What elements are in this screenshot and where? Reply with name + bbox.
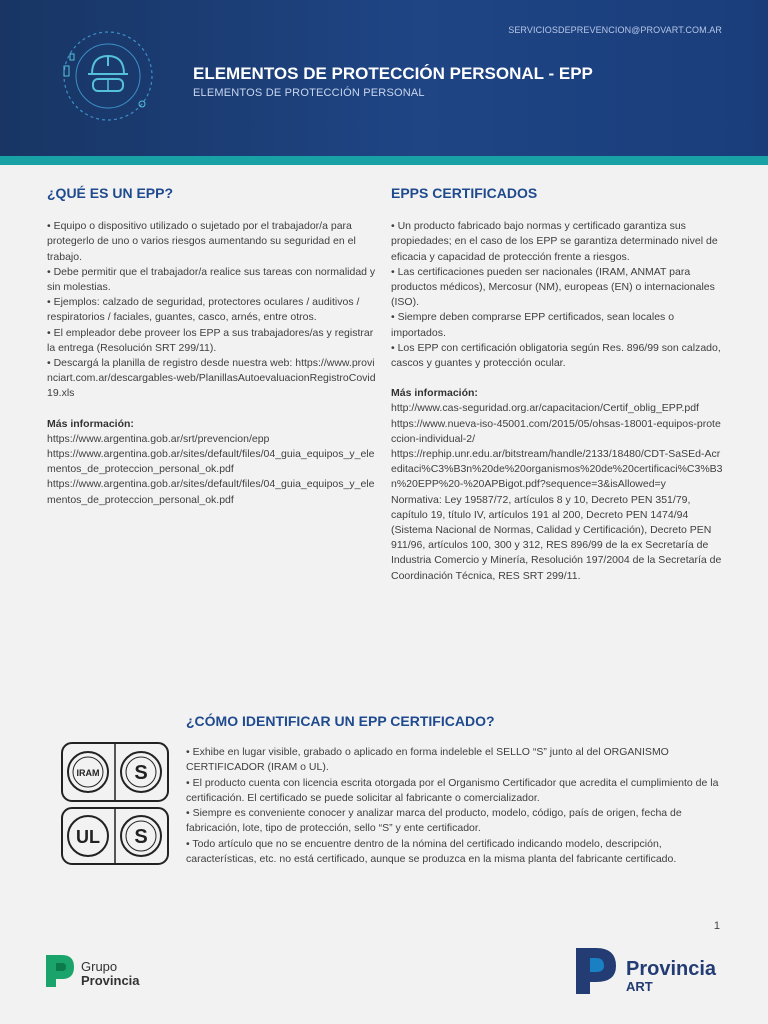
link-list: [391, 401, 726, 492]
ul-mark: UL: [76, 827, 100, 847]
info-link[interactable]: https://www.nueva-iso-45001.com/2015/05/ohsas-18001-equipos-proteccion-individual-2/: [391, 417, 721, 445]
grupo-provincia-wordmark: [81, 960, 140, 988]
more-info-label: Más información:: [47, 417, 134, 430]
header-accent-stripe: [0, 156, 768, 165]
page-header: [0, 0, 768, 156]
bullet-list: [391, 219, 726, 371]
info-link[interactable]: http://www.cas-seguridad.org.ar/capacitacion/Certif_oblig_EPP.pdf: [391, 402, 699, 415]
info-link[interactable]: https://rephip.unr.edu.ar/bitstream/handle/2133/18480/CDT-SaSEd-Acreditaci%C3%B3n%20de%20organismos%20de%20certificaci%C3%B3n%20EPP%20-%20APBigot.pdf?sequence=3&isAllowed=y: [391, 448, 723, 491]
info-link[interactable]: https://www.argentina.gob.ar/sites/default/files/04_guia_equipos_y_elementos_de_proteccion_personal_ok.pdf: [47, 478, 375, 506]
list-item: • Las certificaciones pueden ser nacionales (IRAM, ANMAT para productos médicos), Mercosur (NM), europeas (EN) o internacionales (ISO).: [391, 265, 715, 309]
page-subtitle: ELEMENTOS DE PROTECCIÓN PERSONAL: [193, 87, 425, 99]
contact-email[interactable]: SERVICIOSDEPREVENCION@PROVART.COM.AR: [508, 25, 722, 35]
list-item: • El empleador debe proveer los EPP a sus trabajadores/as y registrar la entrega (Resolución SRT 299/11).: [47, 326, 374, 354]
page-title: ELEMENTOS DE PROTECCIÓN PERSONAL - EPP: [193, 64, 593, 83]
normativa-text: Normativa: Ley 19587/72, artículos 8 y 10, Decreto PEN 351/79, capítulo 19, título IV, artículos 191 al 200, Decreto PEN 1474/94 (Sistema Nacional de Normas, Calidad y Certificación), Decreto PEN 911/96, artículos 100, 300 y 312, RES 896/99 de la ex Secretaría de Industria Comercio y Minería, Resolución 197/2004 de la Secretaría de Coordinación Técnica, RES SRT 299/11.: [391, 493, 722, 582]
certified-epp-section: [391, 186, 726, 584]
epp-logo-icon: [58, 26, 158, 126]
provincia-label: Provincia: [81, 973, 140, 988]
list-item: • Siempre deben comprarse EPP certificados, sean locales o importados.: [391, 311, 675, 339]
provincia-art-logo-icon: [574, 946, 634, 996]
iram-mark: IRAM: [76, 768, 100, 778]
more-info-label: Más información:: [391, 387, 478, 400]
list-item: • Todo artículo que no se encuentre dentro de la nómina del certificado indicando modelo, descripción, características, etc. no está certificado, aunque se produzca en la misma planta del fabricante certificado.: [186, 837, 677, 866]
list-item: • Equipo o dispositivo utilizado o sujetado por el trabajador/a para protegerlo de uno o varios riesgos aumentando su seguridad en el trabajo.: [47, 220, 356, 263]
provincia-art-name: Provincia: [626, 958, 717, 980]
svg-text:S: S: [134, 826, 148, 848]
page-number: 1: [713, 920, 720, 932]
list-item: • Ejemplos: calzado de seguridad, protectores oculares / auditivos / respiratorios / faciales, guantes, casco, arnés, entre otros.: [47, 296, 360, 324]
identify-bullet-list: [186, 745, 726, 867]
identify-heading: ¿CÓMO IDENTIFICAR UN EPP CERTIFICADO?: [186, 713, 495, 729]
what-is-epp-section: [47, 186, 377, 508]
info-link[interactable]: https://www.argentina.gob.ar/sites/default/files/04_guia_equipos_y_elementos_de_proteccion_personal_ok.pdf: [47, 448, 375, 476]
section-heading: EPPS CERTIFICADOS: [391, 185, 538, 201]
list-item: • Descargá la planilla de registro desde nuestra web: https://www.provinciart.com.ar/descargables-web/PlanillasAutoevaluacionRegistroCovid19.xls: [47, 357, 376, 400]
section-heading: ¿QUÉ ES UN EPP?: [47, 185, 174, 201]
list-item: • Un producto fabricado bajo normas y certificado garantiza sus propiedades; en el caso de los EPP se garantiza determinado nivel de eficacia y capacidad de protección frente a riesgos.: [391, 220, 718, 263]
list-item: • Los EPP con certificación obligatoria según Res. 896/99 son calzado, cascos y guantes y protección ocular.: [391, 341, 721, 370]
certification-badges: [61, 742, 169, 865]
svg-text:S: S: [134, 762, 148, 784]
list-item: • Siempre es conveniente conocer y analizar marca del producto, modelo, código, país de origen, fecha de fabricación, lote, tipo de protección, sello “S” y ente certificador.: [186, 807, 682, 835]
list-item: • Exhibe en lugar visible, grabado o aplicado en forma indeleble el SELLO “S” junto al del ORGANISMO CERTIFICADOR (IRAM o UL).: [186, 746, 669, 774]
info-link[interactable]: https://www.argentina.gob.ar/srt/prevencion/epp: [47, 432, 270, 445]
art-label: ART: [626, 979, 653, 994]
bullet-list: [47, 219, 377, 401]
link-list: [47, 432, 377, 508]
grupo-label: Grupo: [81, 959, 118, 974]
list-item: • Debe permitir que el trabajador/a realice sus tareas con normalidad y sin molestias.: [47, 265, 376, 294]
list-item: • El producto cuenta con licencia escrita otorgada por el Organismo Certificador que acredita el cumplimiento de la certificación. El certificado se puede solicitar al fabricante o comercializador.: [186, 776, 719, 804]
provincia-art-wordmark: [626, 958, 716, 994]
